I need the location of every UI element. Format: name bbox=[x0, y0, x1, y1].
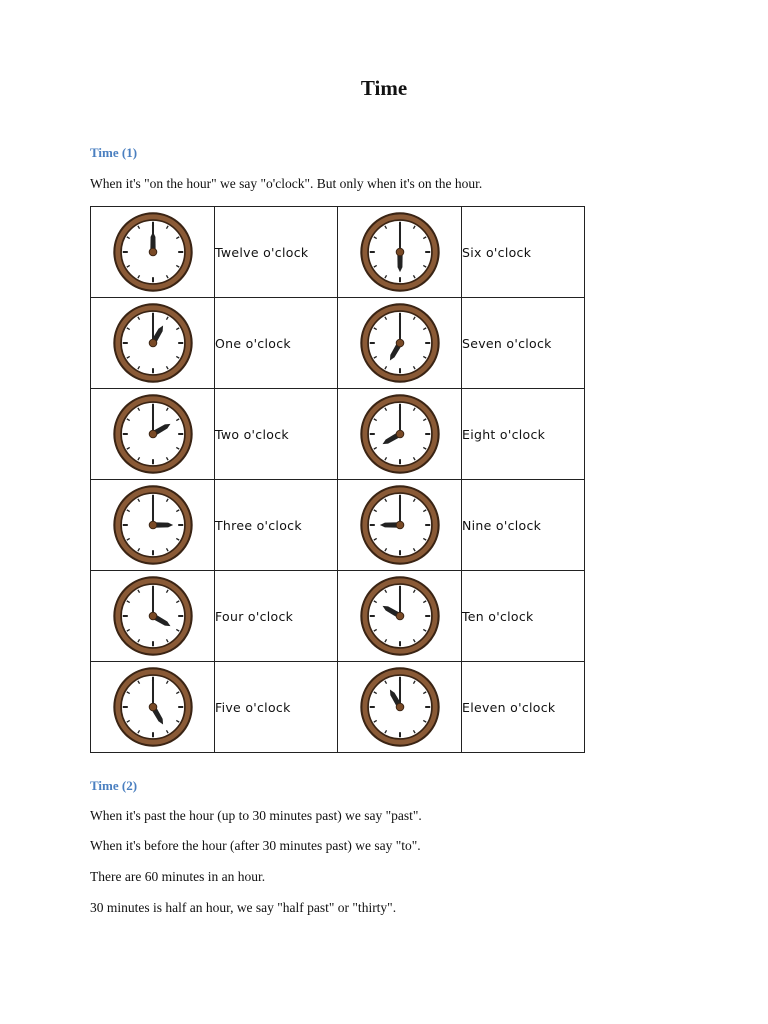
clock-face-icon bbox=[111, 210, 195, 294]
clock-label: Nine o'clock bbox=[462, 517, 542, 533]
clock-label-cell bbox=[462, 298, 585, 389]
clock-cell bbox=[338, 571, 462, 662]
section-2-paragraph-3: There are 60 minutes in an hour. bbox=[90, 869, 266, 884]
clock-label-cell bbox=[215, 662, 338, 753]
clock-face-icon bbox=[358, 210, 442, 294]
clock-cell bbox=[338, 480, 462, 571]
clock-label-cell bbox=[462, 662, 585, 753]
clock-center bbox=[149, 521, 157, 529]
clock-center bbox=[149, 430, 157, 438]
clock-label: Four o'clock bbox=[215, 608, 294, 624]
clock-label-cell bbox=[462, 480, 585, 571]
clock-cell bbox=[338, 662, 462, 753]
clock-row bbox=[91, 571, 585, 662]
clock-cell bbox=[91, 207, 215, 298]
clock-cell bbox=[91, 662, 215, 753]
clock-cell bbox=[338, 389, 462, 480]
clock-label-cell bbox=[462, 207, 585, 298]
clock-face-icon bbox=[111, 392, 195, 476]
clock-cell bbox=[91, 389, 215, 480]
clock-label: Twelve o'clock bbox=[215, 244, 309, 260]
clock-center bbox=[149, 248, 157, 256]
clock-label-cell bbox=[215, 207, 338, 298]
clock-cell bbox=[338, 298, 462, 389]
clock-row bbox=[91, 662, 585, 753]
section-1-heading: Time (1) bbox=[90, 145, 138, 160]
clock-center bbox=[396, 521, 404, 529]
clock-face-icon bbox=[111, 665, 195, 749]
clock-label-cell bbox=[462, 389, 585, 480]
clock-center bbox=[396, 248, 404, 256]
clock-center bbox=[149, 339, 157, 347]
section-1-intro: When it's "on the hour" we say "o'clock". But only when it's on the hour. bbox=[90, 176, 483, 191]
clock-label-cell bbox=[215, 298, 338, 389]
clock-center bbox=[396, 703, 404, 711]
clock-face-icon bbox=[358, 483, 442, 567]
clock-row bbox=[91, 389, 585, 480]
clock-label: Three o'clock bbox=[215, 517, 302, 533]
section-2-paragraph-1: When it's past the hour (up to 30 minutes past) we say "past". bbox=[90, 808, 422, 823]
section-2-paragraph-2: When it's before the hour (after 30 minutes past) we say "to". bbox=[90, 838, 421, 853]
clock-center bbox=[149, 612, 157, 620]
clock-label-cell bbox=[215, 480, 338, 571]
clock-center bbox=[396, 430, 404, 438]
clock-row bbox=[91, 207, 585, 298]
clock-face-icon bbox=[111, 483, 195, 567]
clock-label: Eleven o'clock bbox=[462, 699, 556, 715]
clock-face-icon bbox=[358, 392, 442, 476]
clock-face-icon bbox=[111, 301, 195, 385]
section-2-paragraph-4: 30 minutes is half an hour, we say "half past" or "thirty". bbox=[90, 900, 397, 915]
clock-label: Eight o'clock bbox=[462, 426, 546, 442]
clock-row bbox=[91, 480, 585, 571]
clock-center bbox=[396, 339, 404, 347]
clock-cell bbox=[91, 480, 215, 571]
clock-label: Two o'clock bbox=[215, 426, 289, 442]
clock-cell bbox=[338, 207, 462, 298]
clock-face-icon bbox=[358, 665, 442, 749]
clock-label: One o'clock bbox=[215, 335, 291, 351]
clock-face-icon bbox=[358, 574, 442, 658]
page-title: Time bbox=[360, 76, 408, 100]
clock-label: Six o'clock bbox=[462, 244, 532, 260]
clock-label-cell bbox=[462, 571, 585, 662]
clock-label-cell bbox=[215, 389, 338, 480]
clock-cell bbox=[91, 298, 215, 389]
clock-face-icon bbox=[358, 301, 442, 385]
clock-center bbox=[396, 612, 404, 620]
clock-label: Seven o'clock bbox=[462, 335, 552, 351]
clock-face-icon bbox=[111, 574, 195, 658]
clock-cell bbox=[91, 571, 215, 662]
clock-label-cell bbox=[215, 571, 338, 662]
clock-table bbox=[90, 206, 585, 753]
clock-row bbox=[91, 298, 585, 389]
section-2-heading: Time (2) bbox=[90, 778, 138, 793]
clock-label: Five o'clock bbox=[215, 699, 291, 715]
clock-label: Ten o'clock bbox=[462, 608, 534, 624]
clock-center bbox=[149, 703, 157, 711]
